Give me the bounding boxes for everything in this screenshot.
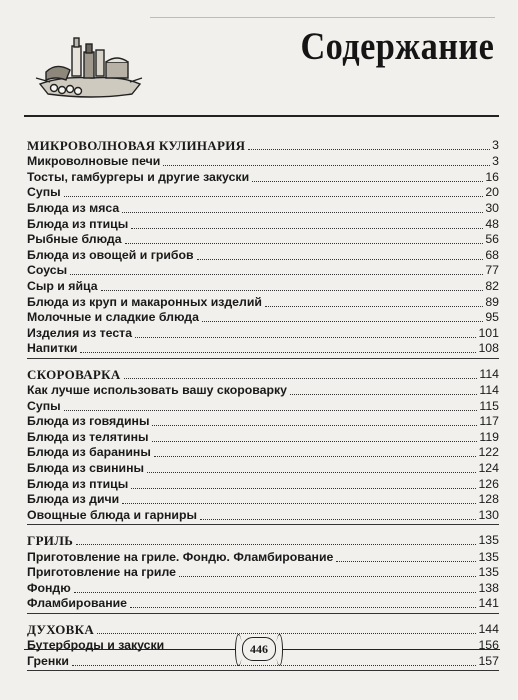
entry-page-number: 68 <box>485 247 499 262</box>
dot-leader <box>265 306 483 307</box>
toc-entry[interactable] <box>27 428 499 445</box>
entry-label: Тосты, гамбургеры и другие закуски <box>27 169 250 184</box>
dot-leader <box>64 410 478 411</box>
toc-entry[interactable] <box>27 324 499 341</box>
toc-entry[interactable] <box>27 308 499 325</box>
entry-label: Блюда из птицы <box>27 216 129 231</box>
dot-leader <box>80 352 476 353</box>
dot-leader <box>147 472 476 473</box>
entry-label: Блюда из свинины <box>27 461 145 475</box>
entry-label: Блюда из круп и макаронных изделий <box>27 294 262 309</box>
entry-page-number: 114 <box>479 383 499 397</box>
toc-entry[interactable] <box>27 183 499 200</box>
toc-entry[interactable] <box>27 443 499 460</box>
toc-entry[interactable] <box>27 490 499 507</box>
toc-entry[interactable] <box>27 506 499 523</box>
dot-leader <box>252 181 483 182</box>
section-title: СКОРОВАРКА <box>27 366 121 382</box>
dot-leader <box>154 456 477 457</box>
section-title: ДУХОВКА <box>27 621 95 637</box>
toc-entry[interactable] <box>27 339 499 356</box>
section-title: ГРИЛЬ <box>27 533 74 549</box>
entry-page-number: 117 <box>479 414 499 429</box>
title-underline <box>24 115 499 117</box>
entry-label: Молочные и сладкие блюда <box>27 310 199 325</box>
toc-section-block-4[interactable] <box>27 620 499 637</box>
entry-label: Супы <box>27 185 61 200</box>
toc-entry[interactable] <box>27 579 499 596</box>
section-divider <box>27 358 499 359</box>
dot-leader <box>163 165 490 166</box>
dot-leader <box>76 544 476 545</box>
entry-label: Приготовление на гриле. Фондю. Фламбирование <box>27 549 334 564</box>
entry-page-number: 101 <box>478 325 499 340</box>
dot-leader <box>72 665 476 666</box>
toc-entry[interactable] <box>27 246 499 263</box>
entry-label: Блюда из овощей и грибов <box>27 247 194 262</box>
page-number-badge <box>242 637 276 661</box>
toc-entry[interactable] <box>27 215 499 232</box>
entry-label: Блюда из мяса <box>27 200 120 215</box>
dot-leader <box>248 149 490 150</box>
toc-entry[interactable] <box>27 230 499 247</box>
toc-entry[interactable] <box>27 381 499 398</box>
toc-section-block-2[interactable] <box>27 365 499 382</box>
dot-leader <box>101 290 484 291</box>
entry-page-number: 89 <box>485 294 499 309</box>
entry-page-number: 82 <box>485 278 499 293</box>
entry-page-number: 157 <box>478 653 499 668</box>
toc-entry[interactable] <box>27 475 499 492</box>
dot-leader <box>179 576 477 577</box>
section-title: МИКРОВОЛНОВАЯ КУЛИНАРИЯ <box>27 138 246 153</box>
header-top-rule <box>150 17 495 18</box>
dot-leader <box>152 425 477 426</box>
dot-leader <box>70 274 483 275</box>
dot-leader <box>336 561 476 562</box>
entry-page-number: 130 <box>478 507 499 522</box>
entry-page-number: 114 <box>479 366 499 381</box>
section-divider <box>27 613 499 614</box>
entry-page-number: 108 <box>478 341 499 356</box>
toc-entry[interactable] <box>27 199 499 216</box>
entry-label: Как лучше использовать вашу скороварку <box>27 383 287 397</box>
dot-leader <box>131 228 483 229</box>
entry-page-number: 48 <box>485 216 499 231</box>
page-title: Содержание <box>300 25 494 68</box>
entry-page-number: 115 <box>479 398 499 413</box>
toc-entry[interactable] <box>27 277 499 294</box>
entry-page-number: 3 <box>492 138 499 152</box>
entry-page-number: 128 <box>478 492 499 507</box>
entry-page-number: 30 <box>485 200 499 215</box>
dot-leader <box>135 337 476 338</box>
entry-label: Рыбные блюда <box>27 232 122 247</box>
entry-label: Бутерброды и закуски <box>27 638 165 652</box>
dot-leader <box>74 592 477 593</box>
entry-label: Гренки <box>27 653 69 668</box>
entry-page-number: 144 <box>478 621 499 636</box>
entry-page-number: 135 <box>478 533 499 548</box>
toc-entry[interactable] <box>27 412 499 429</box>
toc-entry[interactable] <box>27 168 499 185</box>
entry-page-number: 124 <box>478 461 499 475</box>
dot-leader <box>97 633 476 634</box>
dot-leader <box>122 212 483 213</box>
dot-leader <box>202 321 483 322</box>
entry-page-number: 3 <box>492 154 499 169</box>
toc-entry[interactable] <box>27 397 499 414</box>
entry-label: Блюда из телятины <box>27 429 149 444</box>
toc-entry[interactable] <box>27 152 499 169</box>
toc-entry[interactable] <box>27 563 499 580</box>
entry-label: Овощные блюда и гарниры <box>27 507 197 522</box>
entry-label: Блюда из птицы <box>27 476 129 491</box>
dot-leader <box>131 488 476 489</box>
entry-page-number: 95 <box>485 310 499 325</box>
dot-leader <box>130 607 476 608</box>
entry-page-number: 119 <box>479 429 499 444</box>
section-divider <box>27 670 499 671</box>
entry-page-number: 20 <box>485 185 499 200</box>
dot-leader <box>64 196 484 197</box>
toc-entry[interactable] <box>27 594 499 611</box>
section-divider <box>27 524 499 525</box>
toc-entry[interactable] <box>27 459 499 476</box>
entry-page-number: 56 <box>485 232 499 247</box>
entry-page-number: 77 <box>485 263 499 278</box>
entry-label: Блюда из говядины <box>27 414 150 429</box>
entry-label: Приготовление на гриле <box>27 565 176 580</box>
entry-label: Соусы <box>27 263 68 278</box>
entry-page-number: 16 <box>485 169 499 184</box>
dot-leader <box>122 503 476 504</box>
entry-page-number: 135 <box>478 549 499 564</box>
entry-page-number: 138 <box>478 580 499 595</box>
dot-leader <box>290 394 477 395</box>
toc-entry[interactable] <box>27 293 499 310</box>
dot-leader <box>152 441 478 442</box>
page-number: 446 <box>250 641 268 656</box>
dot-leader <box>125 243 484 244</box>
entry-label: Микроволновые печи <box>27 154 161 169</box>
toc-entry[interactable] <box>27 261 499 278</box>
dot-leader <box>200 519 476 520</box>
entry-label: Сыр и яйца <box>27 278 98 293</box>
entry-page-number: 122 <box>478 445 499 460</box>
entry-label: Изделия из теста <box>27 325 133 340</box>
entry-page-number: 156 <box>478 638 499 652</box>
dot-leader <box>124 378 478 379</box>
entry-label: Супы <box>27 398 61 413</box>
entry-label: Фондю <box>27 580 71 595</box>
toc-entry[interactable] <box>27 548 499 565</box>
entry-label: Напитки <box>27 341 78 356</box>
entry-page-number: 126 <box>478 476 499 491</box>
toc-section-block-3[interactable] <box>27 531 499 548</box>
dot-leader <box>197 259 484 260</box>
entry-page-number: 135 <box>478 565 499 580</box>
kitchen-still-life-icon <box>32 32 147 102</box>
toc-section-block-1[interactable] <box>27 136 499 153</box>
entry-label: Блюда из дичи <box>27 492 120 507</box>
entry-page-number: 141 <box>478 596 499 611</box>
entry-label: Блюда из баранины <box>27 445 151 460</box>
entry-label: Фламбирование <box>27 596 128 611</box>
